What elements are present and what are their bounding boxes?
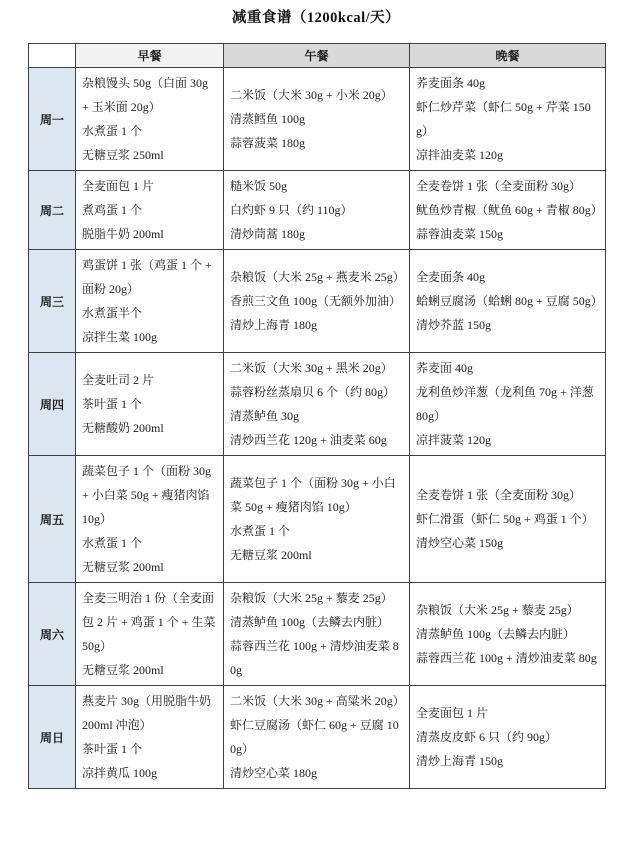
meal-item: 茶叶蛋 1 个 — [82, 397, 143, 411]
meal-item: 香煎三文鱼 100g（无额外加油） — [230, 294, 402, 308]
meal-item: 无糖豆浆 200ml — [82, 663, 164, 677]
page-title: 减重食谱（1200kcal/天） — [231, 10, 401, 26]
day-label: 周日 — [29, 686, 76, 789]
table-row — [29, 686, 606, 789]
meal-cell-breakfast — [76, 250, 224, 353]
meal-item: 脱脂牛奶 200ml — [82, 227, 164, 241]
table-row — [29, 583, 606, 686]
meal-item: 清蒸皮皮虾 6 只（约 90g） — [416, 730, 558, 744]
meal-item: 杂粮饭（大米 25g + 藜麦 25g） — [230, 591, 393, 605]
meal-item: 清炒空心菜 180g — [230, 766, 318, 780]
day-label: 周五 — [29, 456, 76, 583]
meal-item: 水煮蛋 1 个 — [82, 536, 143, 550]
meal-cell-lunch — [224, 68, 410, 171]
table-row — [29, 456, 606, 583]
meal-item: 凉拌生菜 100g — [82, 330, 158, 344]
meal-item: 清炒上海青 150g — [416, 754, 504, 768]
meal-item: 清炒芥蓝 150g — [416, 318, 492, 332]
meal-item: 无糖豆浆 200ml — [82, 560, 164, 574]
meal-item: 清炒茼蒿 180g — [230, 227, 306, 241]
meal-item: 无糖豆浆 200ml — [230, 548, 312, 562]
meal-cell-dinner — [410, 456, 606, 583]
meal-item: 凉拌油麦菜 120g — [416, 148, 504, 162]
meal-cell-breakfast — [76, 353, 224, 456]
meal-cell-breakfast — [76, 68, 224, 171]
meal-item: 二米饭（大米 30g + 小米 20g） — [230, 88, 393, 102]
table-row — [29, 353, 606, 456]
meal-item: 蒜蓉菠菜 180g — [230, 136, 306, 150]
meal-item: 荞麦面条 40g — [416, 76, 486, 90]
day-label: 周一 — [29, 68, 76, 171]
meal-item: 虾仁炒芹菜（虾仁 50g + 芹菜 150g） — [416, 100, 591, 138]
table-row — [29, 171, 606, 250]
meal-cell-breakfast — [76, 456, 224, 583]
meal-item: 鱿鱼炒青椒（鱿鱼 60g + 青椒 80g） — [416, 203, 603, 217]
meal-cell-breakfast — [76, 171, 224, 250]
meal-item: 凉拌菠菜 120g — [416, 433, 492, 447]
meal-item: 全麦吐司 2 片 — [82, 373, 155, 387]
meal-item: 二米饭（大米 30g + 高粱米 20g） — [230, 694, 405, 708]
meal-item: 蒜蓉西兰花 100g + 清炒油麦菜 80g — [230, 639, 399, 677]
meal-item: 清蒸鲈鱼 100g（去鳞去内脏） — [416, 627, 576, 641]
meal-item: 清炒空心菜 150g — [416, 536, 504, 550]
meal-item: 无糖酸奶 200ml — [82, 421, 164, 435]
meal-item: 蒜蓉西兰花 100g + 清炒油麦菜 80g — [416, 651, 597, 665]
meal-cell-lunch — [224, 456, 410, 583]
corner-cell — [29, 44, 76, 68]
meal-cell-dinner — [410, 250, 606, 353]
day-label: 周四 — [29, 353, 76, 456]
meal-item: 清炒上海青 180g — [230, 318, 318, 332]
meal-cell-dinner — [410, 68, 606, 171]
meal-item: 全麦面条 40g — [416, 270, 486, 284]
meal-cell-dinner — [410, 171, 606, 250]
meal-cell-lunch — [224, 250, 410, 353]
meal-item: 糙米饭 50g — [230, 179, 288, 193]
header-lunch: 午餐 — [224, 44, 410, 68]
table-row — [29, 68, 606, 171]
meal-item: 无糖豆浆 250ml — [82, 148, 164, 162]
day-label: 周六 — [29, 583, 76, 686]
meal-cell-dinner — [410, 353, 606, 456]
header-row — [29, 44, 606, 68]
meal-item: 鸡蛋饼 1 张（鸡蛋 1 个 + 面粉 20g） — [82, 258, 212, 296]
meal-cell-lunch — [224, 686, 410, 789]
meal-item: 水煮蛋 1 个 — [230, 524, 291, 538]
meal-item: 杂粮馒头 50g（白面 30g + 玉米面 20g） — [82, 76, 209, 114]
meal-item: 全麦卷饼 1 张（全麦面粉 30g） — [416, 179, 582, 193]
meal-item: 凉拌黄瓜 100g — [82, 766, 158, 780]
meal-item: 全麦面包 1 片 — [82, 179, 155, 193]
meal-item: 杂粮饭（大米 25g + 藜麦 25g） — [416, 603, 579, 617]
meal-item: 蔬菜包子 1 个（面粉 30g + 小白菜 50g + 瘦猪肉馅 10g） — [230, 476, 396, 514]
meal-item: 蒜蓉油麦菜 150g — [416, 227, 504, 241]
meal-cell-lunch — [224, 353, 410, 456]
table-row — [29, 250, 606, 353]
meal-item: 清蒸鲈鱼 30g — [230, 409, 300, 423]
meal-table-body — [29, 68, 606, 789]
meal-item: 燕麦片 30g（用脱脂牛奶 200ml 冲泡） — [82, 694, 212, 732]
meal-item: 全麦三明治 1 份（全麦面包 2 片 + 鸡蛋 1 个 + 生菜 50g） — [82, 591, 216, 653]
meal-cell-breakfast — [76, 583, 224, 686]
meal-item: 清蒸鳕鱼 100g — [230, 112, 306, 126]
day-label: 周三 — [29, 250, 76, 353]
meal-cell-dinner — [410, 583, 606, 686]
day-label: 周二 — [29, 171, 76, 250]
meal-item: 蛤蜊豆腐汤（蛤蜊 80g + 豆腐 50g） — [416, 294, 603, 308]
meal-item: 荞麦面 40g — [416, 361, 474, 375]
meal-plan-table — [28, 43, 606, 789]
meal-item: 二米饭（大米 30g + 黑米 20g） — [230, 361, 393, 375]
meal-item: 全麦面包 1 片 — [416, 706, 489, 720]
header-dinner: 晚餐 — [410, 44, 606, 68]
header-breakfast: 早餐 — [76, 44, 224, 68]
meal-item: 煮鸡蛋 1 个 — [82, 203, 143, 217]
meal-item: 蒜蓉粉丝蒸扇贝 6 个（约 80g） — [230, 385, 396, 399]
meal-item: 茶叶蛋 1 个 — [82, 742, 143, 756]
meal-cell-breakfast — [76, 686, 224, 789]
meal-cell-dinner — [410, 686, 606, 789]
meal-item: 虾仁滑蛋（虾仁 50g + 鸡蛋 1 个） — [416, 512, 594, 526]
meal-item: 虾仁豆腐汤（虾仁 60g + 豆腐 100g） — [230, 718, 399, 756]
meal-item: 杂粮饭（大米 25g + 燕麦米 25g） — [230, 270, 405, 284]
meal-item: 全麦卷饼 1 张（全麦面粉 30g） — [416, 488, 582, 502]
meal-item: 水煮蛋半个 — [82, 306, 143, 320]
meal-item: 龙利鱼炒洋葱（龙利鱼 70g + 洋葱 80g） — [416, 385, 594, 423]
meal-item: 清炒西兰花 120g + 油麦菜 60g — [230, 433, 387, 447]
meal-cell-lunch — [224, 583, 410, 686]
meal-cell-lunch — [224, 171, 410, 250]
meal-item: 水煮蛋 1 个 — [82, 124, 143, 138]
meal-item: 白灼虾 9 只（约 110g） — [230, 203, 353, 217]
meal-item: 蔬菜包子 1 个（面粉 30g + 小白菜 50g + 瘦猪肉馅 10g） — [82, 464, 212, 526]
meal-item: 清蒸鲈鱼 100g（去鳞去内脏） — [230, 615, 390, 629]
